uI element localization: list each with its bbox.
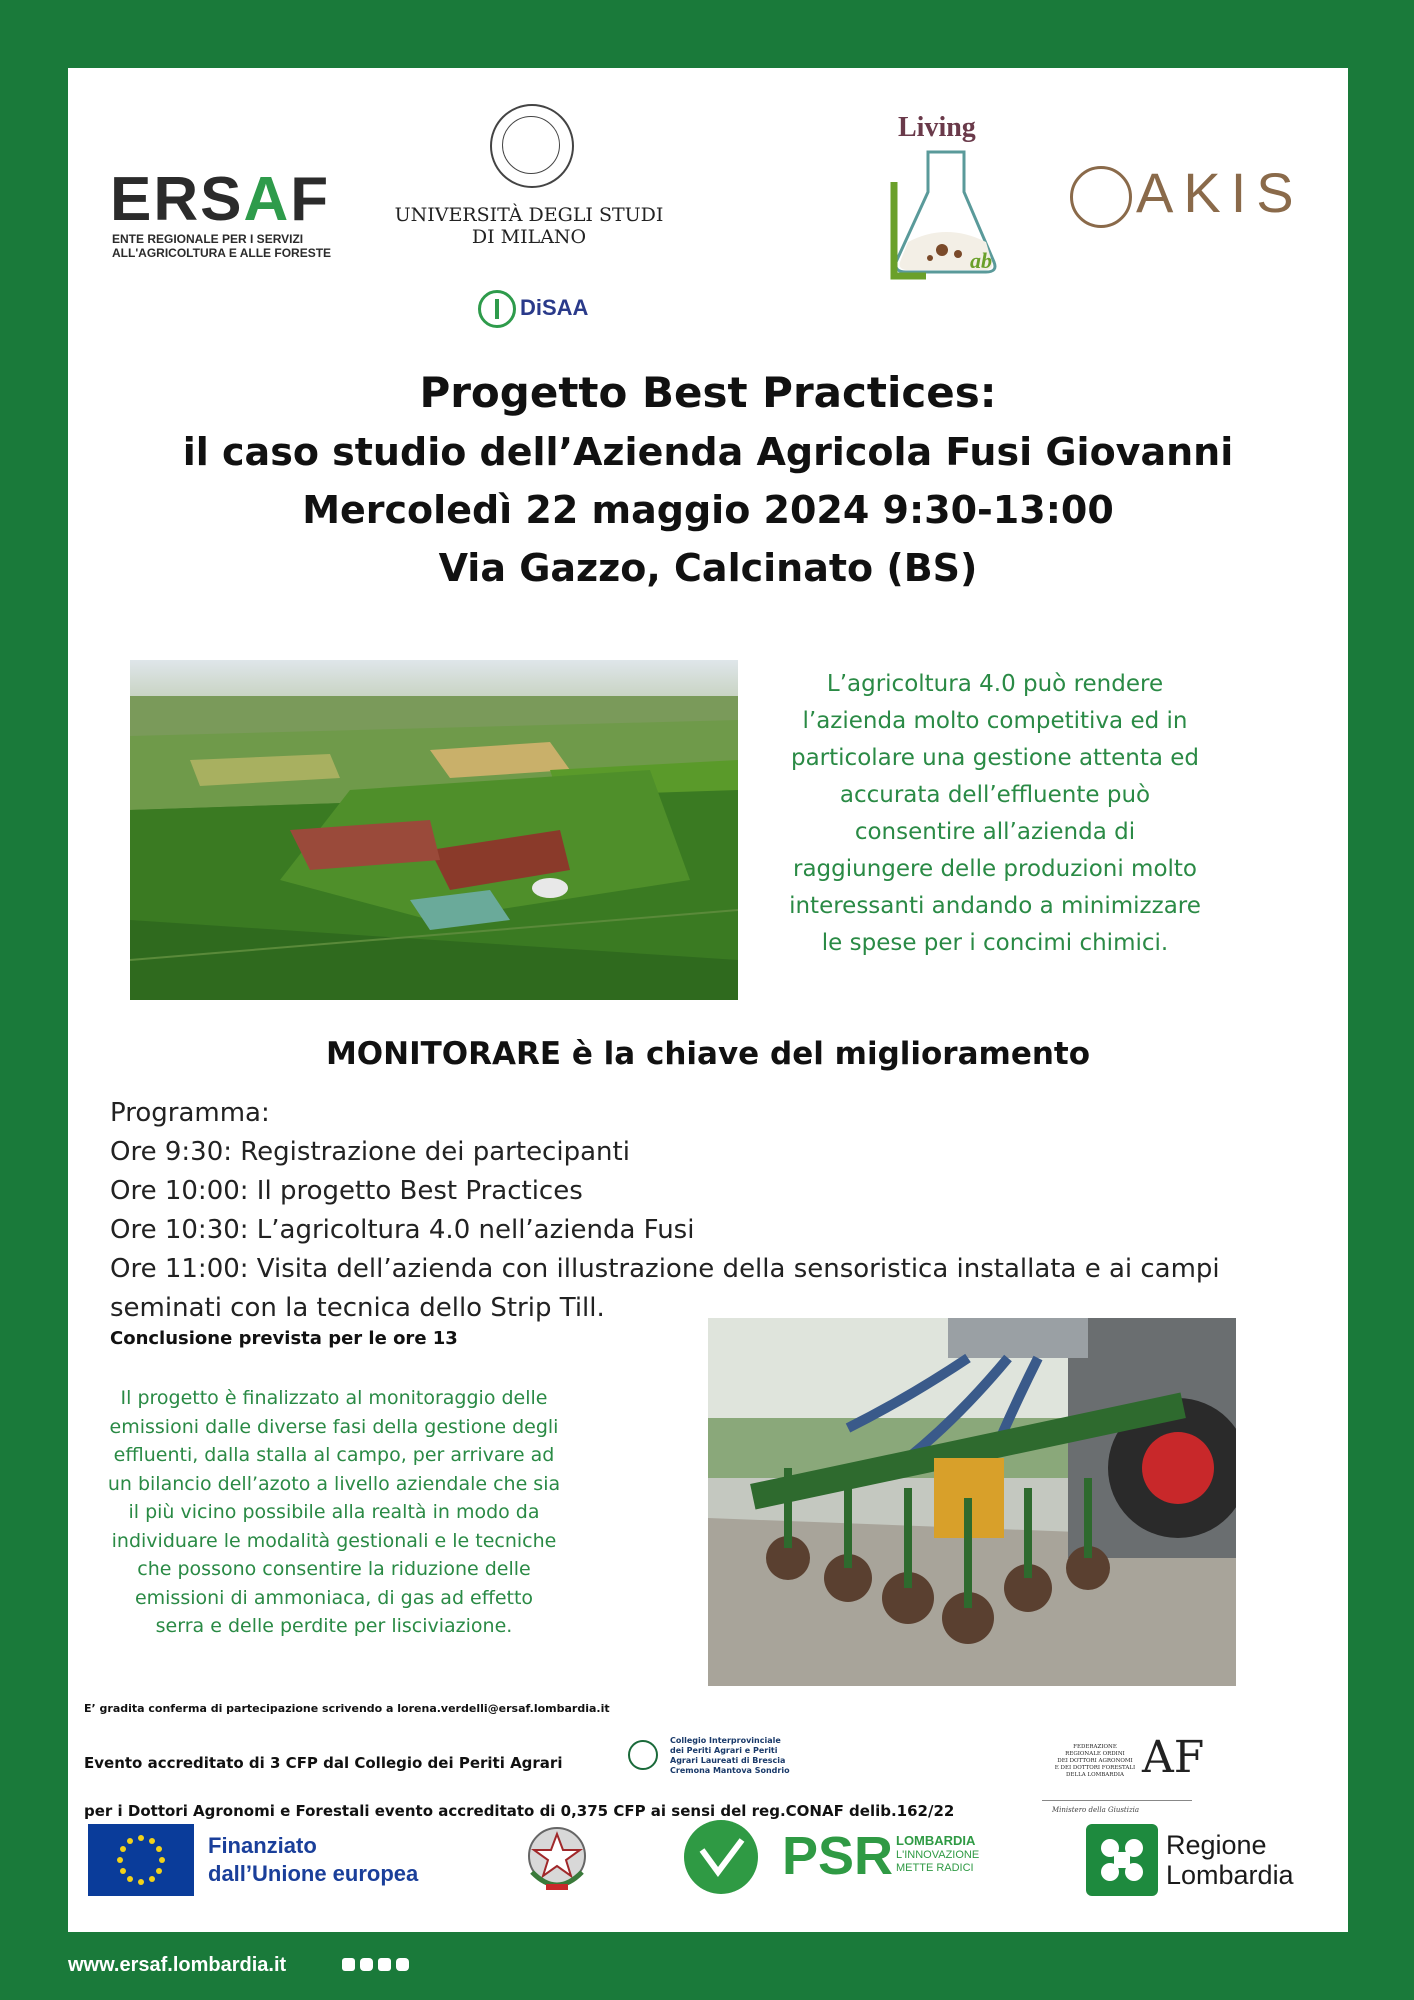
regione-lombardia-text (1166, 1830, 1294, 1890)
psr-check-icon (684, 1820, 758, 1894)
psr-sub-line: L'INNOVAZIONE (896, 1849, 980, 1861)
accreditation-periti: Evento accreditato di 3 CFP dal Collegio dei Periti Agrari (84, 1754, 563, 1772)
project-line: il più vicino possibile alla realtà in modo da (128, 1501, 540, 1523)
eu-line: dall’Unione europea (208, 1861, 419, 1886)
fedaf-line: DEI DOTTORI AGRONOMI (1057, 1758, 1133, 1764)
fedaf-divider (1042, 1800, 1192, 1801)
collegio-seal-icon (628, 1740, 658, 1770)
section-heading: MONITORARE è la chiave del miglioramento (325, 1036, 1091, 1072)
intro-line: consentire all’azienda di (854, 819, 1136, 845)
collegio-line: Agrari Laureati di Brescia (670, 1756, 786, 1765)
fedaf-line: E DEI DOTTORI FORESTALI (1054, 1765, 1136, 1771)
fedaf-logo (1042, 1732, 1205, 1818)
disaa-text: DiSAA (520, 294, 589, 320)
eu-line: Finanziato (208, 1833, 317, 1858)
program-item: Ore 11:00: Visita dell’azienda con illustrazione della sensoristica installata e ai campi (110, 1254, 1220, 1284)
collegio-text (670, 1736, 790, 1776)
instagram-icon[interactable] (360, 1958, 373, 1971)
intro-paragraph (770, 666, 1220, 962)
project-line: Il progetto è finalizzato al monitoraggio delle (120, 1387, 548, 1409)
poster-page (68, 68, 1348, 1932)
linkedin-icon[interactable] (378, 1958, 391, 1971)
fedaf-text (1052, 1744, 1138, 1779)
unimi-logo-text (394, 204, 664, 248)
project-line: emissioni dalle diverse fasi della gestione degli (109, 1415, 559, 1438)
farm-aerial-photo (130, 660, 738, 1000)
program-item: seminati con la tecnica dello Strip Till. (110, 1293, 605, 1323)
ministero-label: Ministero della Giustizia (1052, 1806, 1140, 1814)
collegio-line: Cremona Mantova Sondrio (670, 1766, 790, 1775)
project-paragraph (104, 1384, 564, 1641)
intro-line: accurata dell’effluente può (839, 782, 1151, 808)
project-line: un bilancio dell’azoto a livello aziendale che sia (107, 1472, 561, 1495)
disaa-logo (478, 290, 588, 328)
youtube-icon[interactable] (396, 1958, 409, 1971)
psr-subtitle (896, 1834, 979, 1875)
accreditation-agronomi: per i Dottori Agronomi e Forestali evento accreditato di 0,375 CFP ai sensi del reg.CONAF delib.162/22 (84, 1802, 955, 1820)
living-text: Living (898, 112, 976, 143)
project-line: che possono consentire la riduzione delle (137, 1558, 531, 1580)
fedaf-line: REGIONALE ORDINI (1065, 1751, 1125, 1757)
project-line: emissioni di ammoniaca, di gas ad effetto (134, 1586, 534, 1609)
collegio-line: dei Periti Agrari e Periti (670, 1746, 778, 1755)
psr-logo-text: PSR (782, 1826, 894, 1886)
program-list (110, 1094, 1310, 1328)
fedaf-line: DELLA LOMBARDIA (1066, 1772, 1124, 1778)
living-lab-logo (886, 112, 1006, 282)
eu-flag-icon (88, 1824, 194, 1896)
project-line: effluenti, dalla stalla al campo, per arrivare ad (113, 1444, 555, 1466)
lab-text: ab (970, 248, 992, 273)
title-date: Mercoledì 22 maggio 2024 9:30-13:00 (302, 488, 1114, 532)
program-item: Ore 10:30: L’agricoltura 4.0 nell’azienda Fusi (110, 1215, 695, 1245)
unimi-line: UNIVERSITÀ DEGLI STUDI (394, 204, 664, 226)
regione-line: Lombardia (1166, 1860, 1294, 1890)
ersaf-logo (110, 164, 330, 235)
fedaf-line: FEDERAZIONE (1073, 1744, 1117, 1750)
unimi-seal-icon (490, 104, 574, 188)
ersaf-subtitle-line: ALL'AGRICOLTURA E ALLE FORESTE (112, 246, 332, 260)
rsvp-note: E’ gradita conferma di partecipazione scrivendo a lorena.verdelli@ersaf.lombardia.it (84, 1702, 610, 1715)
ersaf-subtitle-line: ENTE REGIONALE PER I SERVIZI (112, 232, 304, 246)
intro-line: raggiungere delle produzioni molto (792, 856, 1198, 882)
psr-sub-line: METTE RADICI (896, 1862, 974, 1874)
unimi-line: DI MILANO (471, 226, 587, 248)
intro-line: L’agricoltura 4.0 può rendere (826, 671, 1164, 697)
eu-funding-text (208, 1832, 418, 1888)
title-location: Via Gazzo, Calcinato (BS) (438, 546, 978, 590)
ersaf-logo-accent: A (243, 165, 291, 234)
collegio-line: Collegio Interprovinciale (670, 1736, 781, 1745)
tree-icon (1070, 166, 1132, 228)
akis-text: AKIS (1136, 161, 1304, 224)
program-item: Ore 9:30: Registrazione dei partecipanti (110, 1137, 630, 1167)
intro-line: particolare una gestione attenta ed (790, 745, 1199, 771)
intro-line: l’azienda molto competitiva ed in (802, 708, 1188, 734)
italian-republic-emblem-icon (522, 1820, 592, 1898)
fedaf-mark: AF (1142, 1732, 1205, 1783)
website-link[interactable]: www.ersaf.lombardia.it (68, 1954, 287, 1976)
project-line: serra e delle perdite per lisciviazione. (155, 1615, 513, 1637)
ersaf-logo-text: ERS (110, 165, 244, 234)
psr-sub-line: LOMBARDIA (896, 1833, 976, 1848)
regione-line: Regione (1166, 1830, 1267, 1860)
intro-line: le spese per i concimi chimici. (821, 930, 1169, 956)
regione-lombardia-icon (1086, 1824, 1158, 1896)
project-line: individuare le modalità gestionali e le tecniche (111, 1529, 557, 1552)
page-title: Progetto Best Practices: (419, 368, 997, 417)
title-subject: il caso studio dell’Azienda Agricola Fusi Giovanni (182, 430, 1234, 474)
conclusion-note: Conclusione prevista per le ore 13 (110, 1328, 458, 1349)
intro-line: interessanti andando a minimizzare (789, 893, 1201, 919)
strip-till-machine-photo (708, 1318, 1236, 1686)
program-heading: Programma: (110, 1098, 270, 1128)
program-item: Ore 10:00: Il progetto Best Practices (110, 1176, 583, 1206)
akis-logo (1070, 160, 1304, 228)
ersaf-logo-text-end: F (290, 165, 331, 234)
facebook-icon[interactable] (342, 1958, 355, 1971)
leaf-icon (478, 290, 516, 328)
ersaf-subtitle (112, 232, 331, 260)
